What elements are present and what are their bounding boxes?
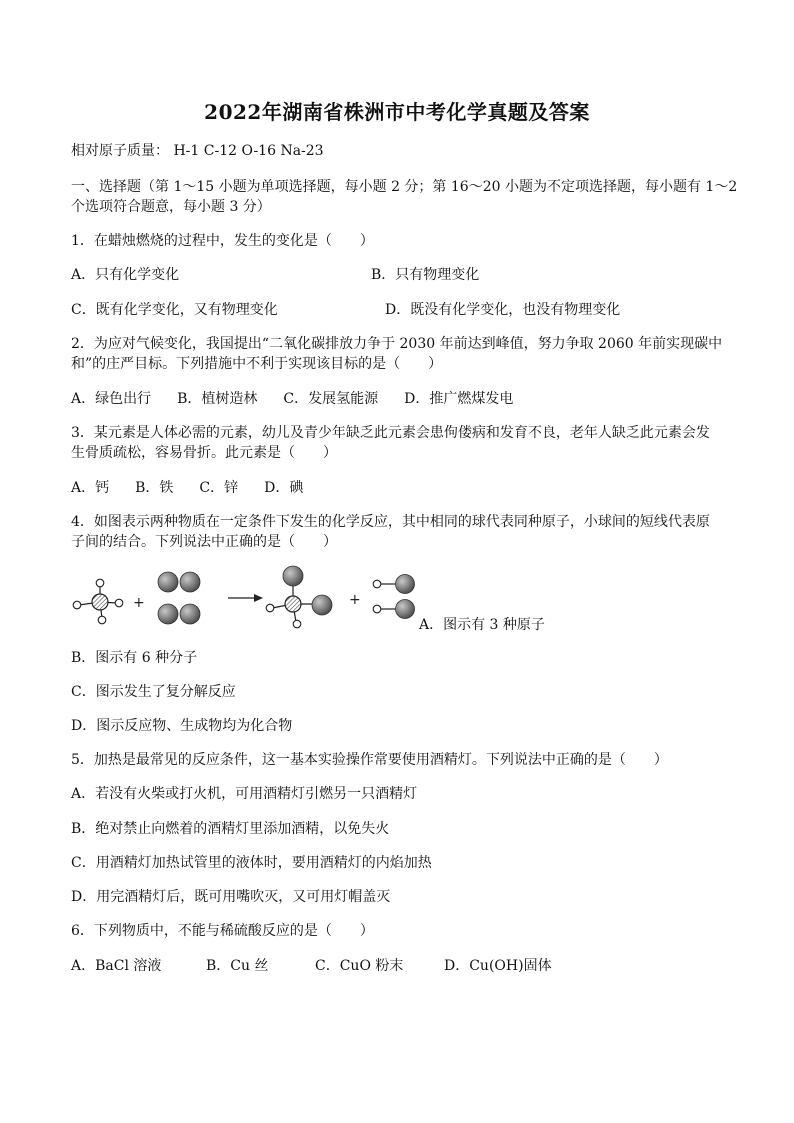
small-atom bbox=[96, 579, 104, 587]
reaction-diagram bbox=[66, 562, 426, 638]
small-atom bbox=[98, 616, 106, 624]
question-2-stem-line1: 2．为应对气候变化，我国提出“二氧化碳排放力争于 2030 年前达到峰值，努力争取 2060 年前实现碳中 bbox=[71, 336, 723, 352]
question-1-option-a: A．只有化学变化 bbox=[71, 267, 180, 283]
question-6-stem: 6．下列物质中，不能与稀硫酸反应的是（ ） bbox=[71, 923, 374, 939]
question-1-option-c: C．既有化学变化，又有物理变化 bbox=[71, 302, 278, 318]
diatomic-molecules bbox=[158, 572, 200, 624]
question-3-option-d: D．碘 bbox=[264, 480, 304, 496]
question-5-option-d: D．用完酒精灯后，既可用嘴吹灭，又可用灯帽盖灭 bbox=[71, 889, 391, 905]
hcl-like-molecules bbox=[373, 575, 414, 619]
methane-like-molecule bbox=[73, 579, 123, 624]
question-2-stem-line2: 和”的庄严目标。下列措施中不利于实现该目标的是（ ） bbox=[71, 356, 443, 372]
question-3-option-b: B．铁 bbox=[135, 480, 174, 496]
question-6-option-a: A．BaCl 溶液 bbox=[71, 958, 162, 974]
question-2-options bbox=[71, 389, 539, 409]
atomic-mass-line: 相对原子质量： H-1 C-12 O-16 Na-23 bbox=[71, 143, 324, 159]
hatched-atom bbox=[92, 594, 108, 610]
question-3-option-c: C．锌 bbox=[199, 480, 239, 496]
question-4-option-d: D．图示反应物、生成物均为化合物 bbox=[71, 718, 293, 734]
small-atom bbox=[73, 601, 81, 609]
question-1-option-b: B．只有物理变化 bbox=[371, 267, 480, 283]
question-5-stem: 5．加热是最常见的反应条件，这一基本实验操作常要使用酒精灯。下列说法中正确的是（ ） bbox=[71, 752, 668, 768]
section-heading-line2: 个选项符合题意，每小题 3 分） bbox=[71, 199, 271, 215]
question-3-stem-line2: 生骨质疏松，容易骨折。此元素是（ ） bbox=[71, 445, 337, 461]
question-5-option-b: B．绝对禁止向燃着的酒精灯里添加酒精，以免失火 bbox=[71, 821, 390, 837]
question-6-option-d: D．Cu(OH)固体 bbox=[444, 958, 552, 974]
question-3-options bbox=[71, 478, 329, 498]
question-2-option-d: D．推广燃煤发电 bbox=[404, 391, 514, 407]
question-5-option-a: A．若没有火柴或打火机，可用酒精灯引燃另一只酒精灯 bbox=[71, 786, 418, 802]
small-atom bbox=[115, 599, 123, 607]
question-2-option-b: B．植树造林 bbox=[177, 391, 258, 407]
question-1-stem: 1．在蜡烛燃烧的过程中，发生的变化是（ ） bbox=[71, 233, 374, 249]
question-4-option-a: A．图示有 3 种原子 bbox=[419, 617, 545, 633]
question-4-option-c: C．图示发生了复分解反应 bbox=[71, 684, 236, 700]
question-5-option-c: C．用酒精灯加热试管里的液体时，要用酒精灯的内焰加热 bbox=[71, 855, 432, 871]
page-title: 2022年湖南省株洲市中考化学真题及答案 bbox=[204, 100, 590, 124]
plus-sign-1: + bbox=[133, 595, 145, 611]
question-4-stem-line1: 4．如图表示两种物质在一定条件下发生的化学反应，其中相同的球代表同种原子，小球间的短线代表原 bbox=[71, 514, 710, 530]
plus-sign-2: + bbox=[349, 592, 361, 608]
question-4-stem-line2: 子间的结合。下列说法中正确的是（ ） bbox=[71, 534, 337, 550]
question-6-option-b: B．Cu 丝 bbox=[206, 958, 269, 974]
question-2-option-a: A．绿色出行 bbox=[71, 391, 152, 407]
reaction-arrow bbox=[228, 594, 263, 602]
question-6-option-c: C．CuO 粉末 bbox=[315, 958, 404, 974]
question-4-option-b: B．图示有 6 种分子 bbox=[71, 650, 198, 666]
question-3-stem-line1: 3．某元素是人体必需的元素，幼儿及青少年缺乏此元素会患佝偻病和发育不良，老年人缺乏此元素会发 bbox=[71, 425, 710, 441]
section-heading-line1: 一、选择题（第 1～15 小题为单项选择题，每小题 2 分；第 16～20 小题为不定项选择题，每小题有 1～2 bbox=[71, 179, 738, 195]
product-molecule bbox=[266, 566, 332, 628]
question-2-option-c: C．发展氢能源 bbox=[283, 391, 379, 407]
question-3-option-a: A．钙 bbox=[71, 480, 110, 496]
question-1-option-d: D．既没有化学变化，也没有物理变化 bbox=[385, 302, 621, 318]
